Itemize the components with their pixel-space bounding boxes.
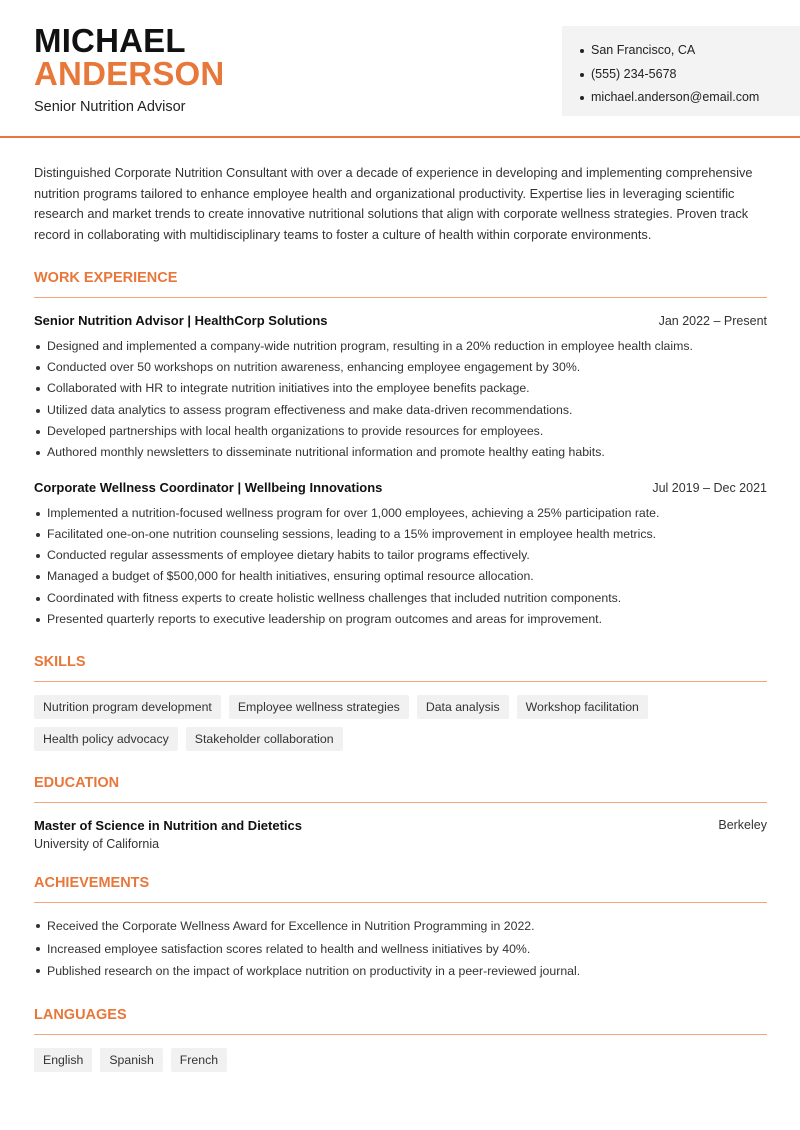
contact-phone: (555) 234-5678 bbox=[580, 63, 800, 87]
achievement-item: Received the Corporate Wellness Award for Excellence in Nutrition Programming in 2022. bbox=[34, 915, 767, 938]
skill-tag: Stakeholder collaboration bbox=[186, 727, 343, 751]
job-bullet: Utilized data analytics to assess program effectiveness and make data-driven recommendations. bbox=[34, 400, 767, 421]
job-bullet: Developed partnerships with local health organizations to provide resources for employees. bbox=[34, 421, 767, 442]
skill-tag: Health policy advocacy bbox=[34, 727, 178, 751]
job-bullet: Managed a budget of $500,000 for health initiatives, ensuring optimal resource allocation. bbox=[34, 566, 767, 587]
achievement-item: Published research on the impact of workplace nutrition on productivity in a peer-reviewed journal. bbox=[34, 960, 767, 983]
summary: Distinguished Corporate Nutrition Consultant with over a decade of experience in developing and implementing comprehensive nutrition programs tailored to enhance employee health and organizational productivity. Expertise lies in leveraging scientific research and market trends to create innovative nutritional solutions that align with corporate wellness strategies. Proven track record in collaborating with multidisciplinary teams to foster a culture of health within corporate environments. bbox=[34, 165, 753, 243]
section-title-achievements: ACHIEVEMENTS bbox=[34, 874, 767, 903]
skills-list bbox=[34, 695, 674, 751]
skill-tag: Nutrition program development bbox=[34, 695, 221, 719]
job-bullet: Authored monthly newsletters to disseminate nutritional information and promote healthy eating habits. bbox=[34, 442, 767, 463]
achievements-list bbox=[34, 915, 767, 983]
job-bullet: Conducted regular assessments of employee dietary habits to tailor programs effectively. bbox=[34, 545, 767, 566]
job-bullet: Facilitated one-on-one nutrition counseling sessions, leading to a 15% improvement in employee health metrics. bbox=[34, 524, 767, 545]
job-bullet: Coordinated with fitness experts to create holistic wellness challenges that included nutrition components. bbox=[34, 588, 767, 609]
education-location: Berkeley bbox=[718, 818, 767, 833]
section-title-education: EDUCATION bbox=[34, 774, 767, 803]
skill-tag: Data analysis bbox=[417, 695, 509, 719]
language-tag: French bbox=[171, 1048, 227, 1072]
first-name: MICHAEL bbox=[34, 22, 186, 59]
job-bullet: Designed and implemented a company-wide nutrition program, resulting in a 20% reduction in employee health claims. bbox=[34, 336, 767, 357]
language-tag: English bbox=[34, 1048, 92, 1072]
contact-box bbox=[562, 26, 800, 116]
job-bullet: Presented quarterly reports to executive leadership on program outcomes and areas for improvement. bbox=[34, 609, 767, 630]
job-role: Corporate Wellness Coordinator | Wellbeing Innovations bbox=[34, 479, 383, 495]
languages-list bbox=[34, 1048, 674, 1072]
language-tag: Spanish bbox=[100, 1048, 162, 1072]
education-school: University of California bbox=[34, 837, 160, 852]
resume-header bbox=[0, 0, 800, 138]
achievement-item: Increased employee satisfaction scores related to health and wellness initiatives by 40%. bbox=[34, 938, 767, 961]
education-degree: Master of Science in Nutrition and Dietetics bbox=[34, 818, 302, 834]
skill-tag: Employee wellness strategies bbox=[229, 695, 409, 719]
job-dates: Jul 2019 – Dec 2021 bbox=[652, 480, 767, 495]
last-name: ANDERSON bbox=[34, 55, 225, 92]
resume-body bbox=[34, 163, 767, 1072]
job-dates: Jan 2022 – Present bbox=[658, 313, 767, 328]
job-bullet: Implemented a nutrition-focused wellness program for over 1,000 employees, achieving a 25% participation rate. bbox=[34, 503, 767, 524]
skill-tag: Workshop facilitation bbox=[517, 695, 648, 719]
contact-location: San Francisco, CA bbox=[580, 39, 800, 63]
job-entry bbox=[34, 480, 767, 631]
contact-email[interactable]: michael.anderson@email.com bbox=[580, 86, 800, 110]
section-title-work: WORK EXPERIENCE bbox=[34, 269, 767, 298]
section-title-languages: LANGUAGES bbox=[34, 1006, 767, 1035]
section-title-skills: SKILLS bbox=[34, 653, 767, 682]
job-bullet: Conducted over 50 workshops on nutrition awareness, enhancing employee engagement by 30%. bbox=[34, 357, 767, 378]
job-bullet: Collaborated with HR to integrate nutrition initiatives into the employee benefits package. bbox=[34, 378, 767, 399]
job-entry bbox=[34, 313, 767, 464]
job-role: Senior Nutrition Advisor | HealthCorp Solutions bbox=[34, 312, 328, 328]
job-title: Senior Nutrition Advisor bbox=[34, 99, 186, 115]
